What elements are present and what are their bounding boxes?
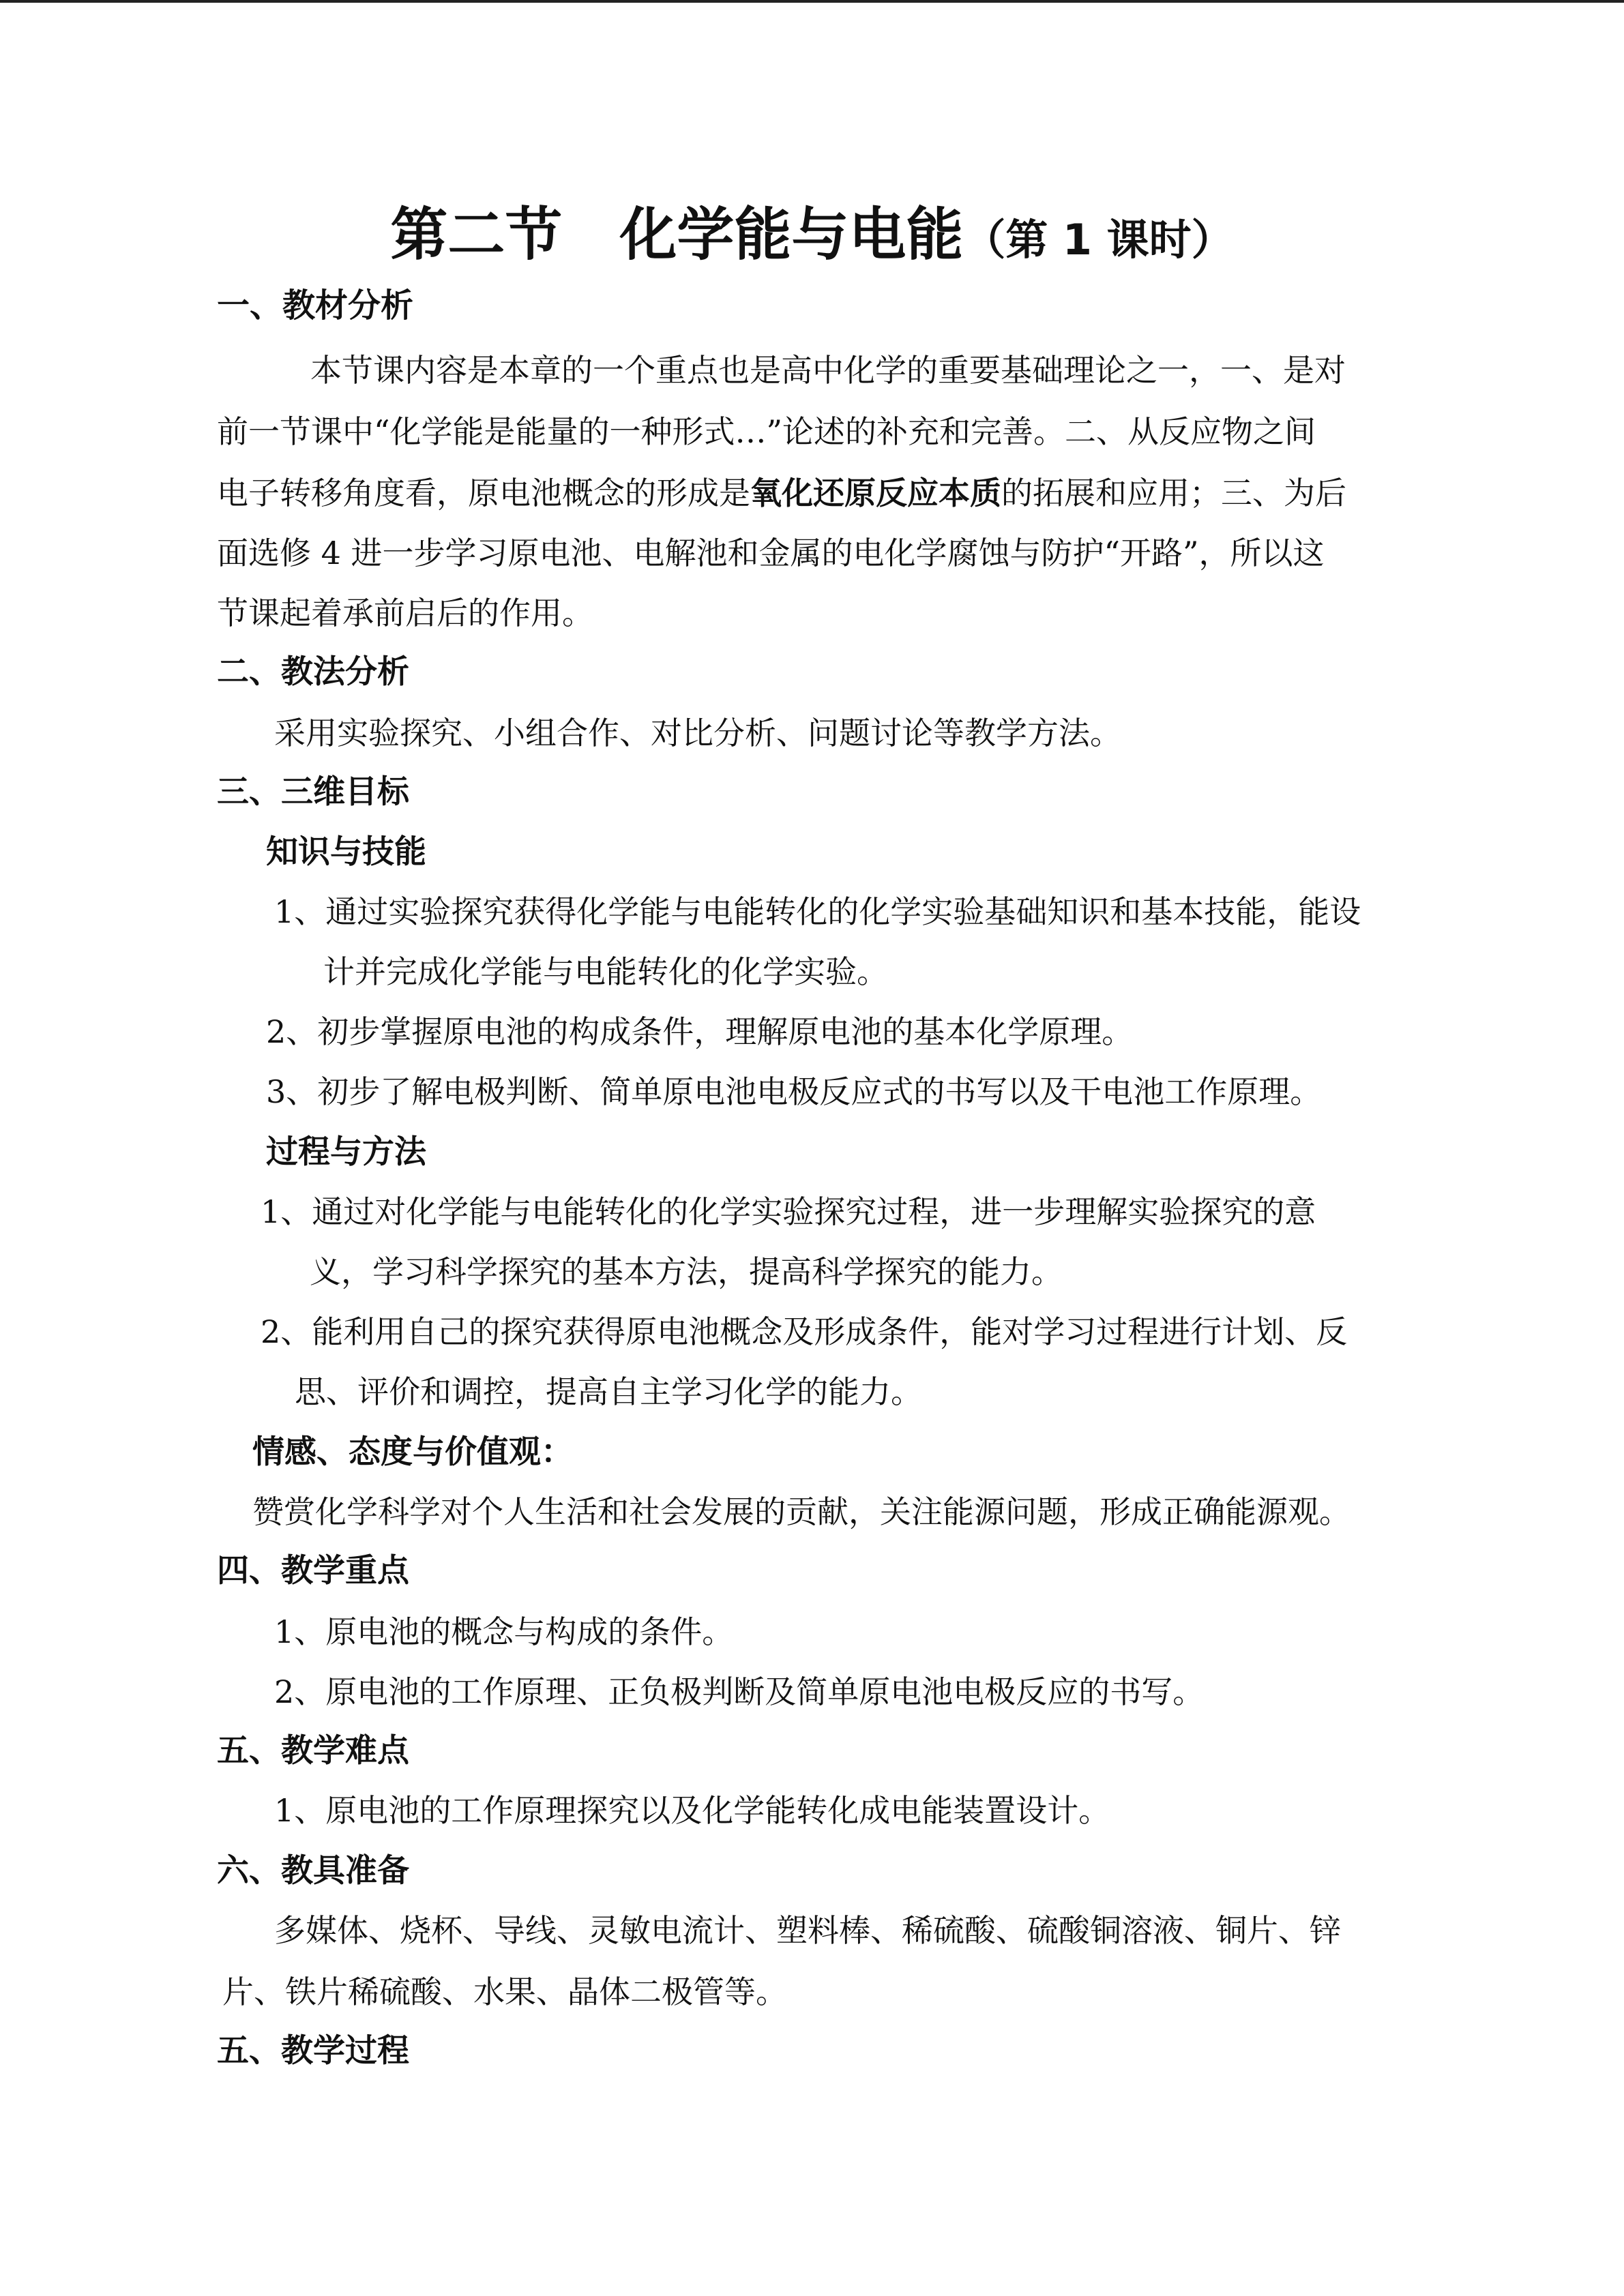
s6-line-1: 多媒体、烧杯、导线、灵敏电流计、塑料棒、稀硫酸、硫酸铜溶液、铜片、锌 <box>274 1912 1341 1949</box>
knowledge-item-1: 1、通过实验探究获得化学能与电能转化的化学实验基础知识和基本技能，能设 <box>274 893 1361 930</box>
section-heading-7: 五、教学过程 <box>217 2032 409 2070</box>
s1-line-2: 前一节课中“化学能是能量的一种形式…”论述的补充和完善。二、从反应物之间 <box>217 413 1316 450</box>
knowledge-item-1-cont: 计并完成化学能与电能转化的化学实验。 <box>323 953 888 990</box>
s1-line-3-head: 电子转移角度看，原电池概念的形成是 <box>217 475 750 511</box>
section-heading-1: 一、教材分析 <box>217 286 414 325</box>
section-heading-4: 四、教学重点 <box>217 1552 409 1590</box>
s6-line-2: 片、铁片稀硫酸、水果、晶体二极管等。 <box>222 1973 787 2010</box>
emotion-title: 情感、态度与价值观： <box>252 1433 573 1471</box>
knowledge-title: 知识与技能 <box>266 833 426 871</box>
knowledge-item-3: 3、初步了解电极判断、简单原电池电极反应式的书写以及干电池工作原理。 <box>266 1073 1322 1110</box>
s5-item-1: 1、原电池的工作原理探究以及化学能转化成电能装置设计。 <box>274 1792 1110 1829</box>
section-heading-5: 五、教学难点 <box>217 1732 409 1770</box>
process-item-2-cont: 思、评价和调控，提高自主学习化学的能力。 <box>295 1373 922 1410</box>
title-main: 第二节 化学能与电能 <box>390 201 964 268</box>
page-title <box>0 201 1624 268</box>
process-item-2: 2、能利用自己的探究获得原电池概念及形成条件，能对学习过程进行计划、反 <box>261 1313 1348 1350</box>
process-item-1-cont: 义，学习科学探究的基本方法，提高科学探究的能力。 <box>310 1253 1063 1290</box>
process-title: 过程与方法 <box>266 1133 426 1171</box>
s1-line-5: 节课起着承前启后的作用。 <box>217 595 593 631</box>
section-heading-3: 三、三维目标 <box>217 773 409 811</box>
section-heading-6: 六、教具准备 <box>217 1852 409 1890</box>
process-item-1: 1、通过对化学能与电能转化的化学实验探究过程，进一步理解实验探究的意 <box>261 1193 1316 1230</box>
s1-line-3-tail: 的拓展和应用；三、为后 <box>1001 475 1346 511</box>
s1-line-1: 本节课内容是本章的一个重点也是高中化学的重要基础理论之一，一、是对 <box>310 352 1346 389</box>
s2-text: 采用实验探究、小组合作、对比分析、问题讨论等教学方法。 <box>274 715 1121 751</box>
emotion-text: 赞赏化学科学对个人生活和社会发展的贡献，关注能源问题，形成正确能源观。 <box>252 1493 1350 1530</box>
s1-line-3 <box>217 477 1346 509</box>
top-border <box>0 0 1624 3</box>
s4-item-2: 2、原电池的工作原理、正负极判断及简单原电池电极反应的书写。 <box>274 1673 1205 1710</box>
s4-item-1: 1、原电池的概念与构成的条件。 <box>274 1613 734 1650</box>
title-sub: （第 1 课时） <box>963 215 1234 265</box>
s1-line-4: 面选修 4 进一步学习原电池、电解池和金属的电化学腐蚀与防护“开路”，所以这 <box>217 535 1325 571</box>
s1-emphasis: 氧化还原反应本质 <box>750 475 1001 511</box>
section-heading-2: 二、教法分析 <box>217 653 409 691</box>
knowledge-item-2: 2、初步掌握原电池的构成条件，理解原电池的基本化学原理。 <box>266 1013 1134 1050</box>
